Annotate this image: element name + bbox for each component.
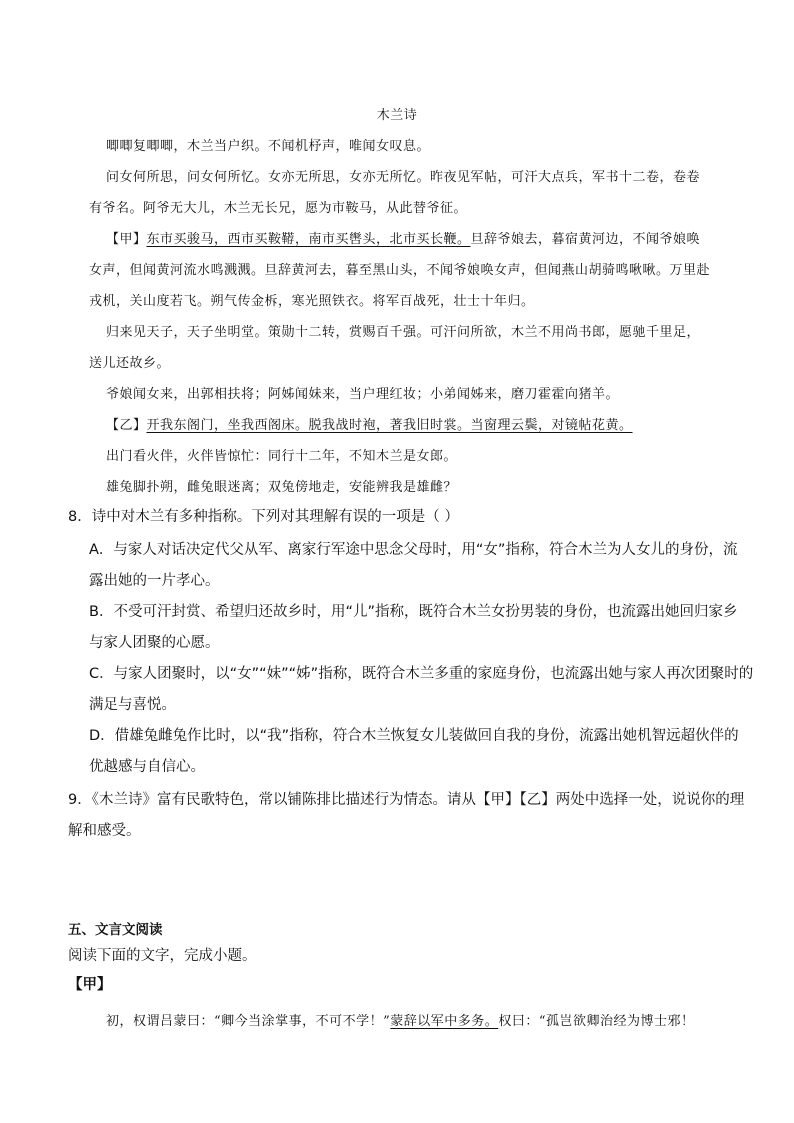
poem-paragraph-3-line-3: 戎机，关山度若飞。朔气传金柝，寒光照铁衣。将军百战死，壮士十年归。 xyxy=(89,294,535,309)
question-9-line-2: 解和感受。 xyxy=(68,823,141,839)
passage-mark-yi: 【乙】 xyxy=(106,418,147,433)
poem-paragraph-8: 雄兔脚扑朔，雌兔眼迷离；双兔傍地走，安能辨我是雄雌？ xyxy=(106,480,458,495)
question-8-option-b-line-2: 与家人团聚的心愿。 xyxy=(89,635,220,651)
classical-text-line-1 xyxy=(106,1010,694,1029)
section-5-instruction: 阅读下面的文字，完成小题。 xyxy=(68,948,257,964)
poem-paragraph-3-line-2: 女声，但闻黄河流水鸣溅溅。旦辞黄河去，暮至黑山头，不闻爷娘唤女声，但闻燕山胡骑鸣啾啾。万里赴 xyxy=(89,263,711,278)
classical-underlined-sentence: 蒙辞以军中多务。 xyxy=(390,1014,499,1029)
poem-paragraph-6 xyxy=(106,414,633,433)
section-5-heading: 五、文言文阅读 xyxy=(68,922,163,938)
underlined-passage-yi: 开我东阁门，坐我西阁床。脱我战时袍，著我旧时裳。当窗理云鬓，对镜帖花黄。 xyxy=(146,418,633,433)
poem-paragraph-2-line-2: 有爷名。阿爷无大儿，木兰无长兄，愿为市鞍马，从此替爷征。 xyxy=(89,201,468,216)
poem-paragraph-7: 出门看火伴，火伴皆惊忙：同行十二年，不知木兰是女郎。 xyxy=(106,449,458,464)
poem-paragraph-4-line-1: 归来见天子，天子坐明堂。策勋十二转，赏赐百千强。可汗问所欲，木兰不用尚书郎，愿驰千里足， xyxy=(106,325,701,340)
poem-paragraph-1: 唧唧复唧唧，木兰当户织。不闻机杼声，唯闻女叹息。 xyxy=(106,139,431,154)
passage-mark-jia: 【甲】 xyxy=(106,232,147,247)
question-8-option-a-line-1: A．与家人对话决定代父从军、离家行军途中思念父母时，用“女”指称，符合木兰为人女儿的身份，流 xyxy=(89,542,738,558)
poem-paragraph-2-line-1: 问女何所思，问女何所忆。女亦无所思，女亦无所忆。昨夜见军帖，可汗大点兵，军书十二卷，卷卷 xyxy=(106,170,701,185)
poem-paragraph-3-line-1 xyxy=(106,228,700,247)
question-8-option-c-line-1: C．与家人团聚时，以“女”“妹”“姊”指称，既符合木兰多重的家庭身份，也流露出她与家人再次团聚时的 xyxy=(89,666,754,682)
section-5-mark-jia: 【甲】 xyxy=(68,977,112,993)
question-9-line-1: 9．《木兰诗》富有民歌特色，常以铺陈排比描述行为情态。请从【甲】【乙】两处中选择一处，说说你的理 xyxy=(68,792,745,808)
poem-paragraph-5: 爷娘闻女来，出郭相扶将；阿姊闻妹来，当户理红妆；小弟闻姊来，磨刀霍霍向猪羊。 xyxy=(106,387,620,402)
question-8-option-b-line-1: B．不受可汗封赏、希望归还故乡时，用“儿”指称，既符合木兰女扮男装的身份，也流露出她回归家乡 xyxy=(89,604,738,620)
poem-paragraph-4-line-2: 送儿还故乡。 xyxy=(89,356,171,371)
poem-title: 木兰诗 xyxy=(376,108,418,123)
question-8: 8．诗中对木兰有多种指称。下列对其理解有误的一项是（ ） xyxy=(68,509,459,525)
classical-text-start: 初，权谓吕蒙曰：“卿今当涂掌事，不可不学！” xyxy=(106,1014,391,1029)
question-8-option-c-line-2: 满足与喜悦。 xyxy=(89,697,176,713)
question-8-option-a-line-2: 露出她的一片孝心。 xyxy=(89,573,220,589)
classical-text-end: 权曰：“孤岂欲卿治经为博士邪！ xyxy=(498,1014,695,1029)
underlined-passage-jia: 东市买骏马，西市买鞍鞯，南市买辔头，北市买长鞭。 xyxy=(146,232,471,247)
question-8-option-d-line-2: 优越感与自信心。 xyxy=(89,759,205,775)
question-8-option-d-line-1: D．借雄兔雌兔作比时，以“我”指称，符合木兰恢复女儿装做回自我的身份，流露出她机智远超伙伴的 xyxy=(89,728,739,744)
paragraph-3-rest: 旦辞爷娘去，暮宿黄河边，不闻爷娘唤 xyxy=(470,232,701,247)
